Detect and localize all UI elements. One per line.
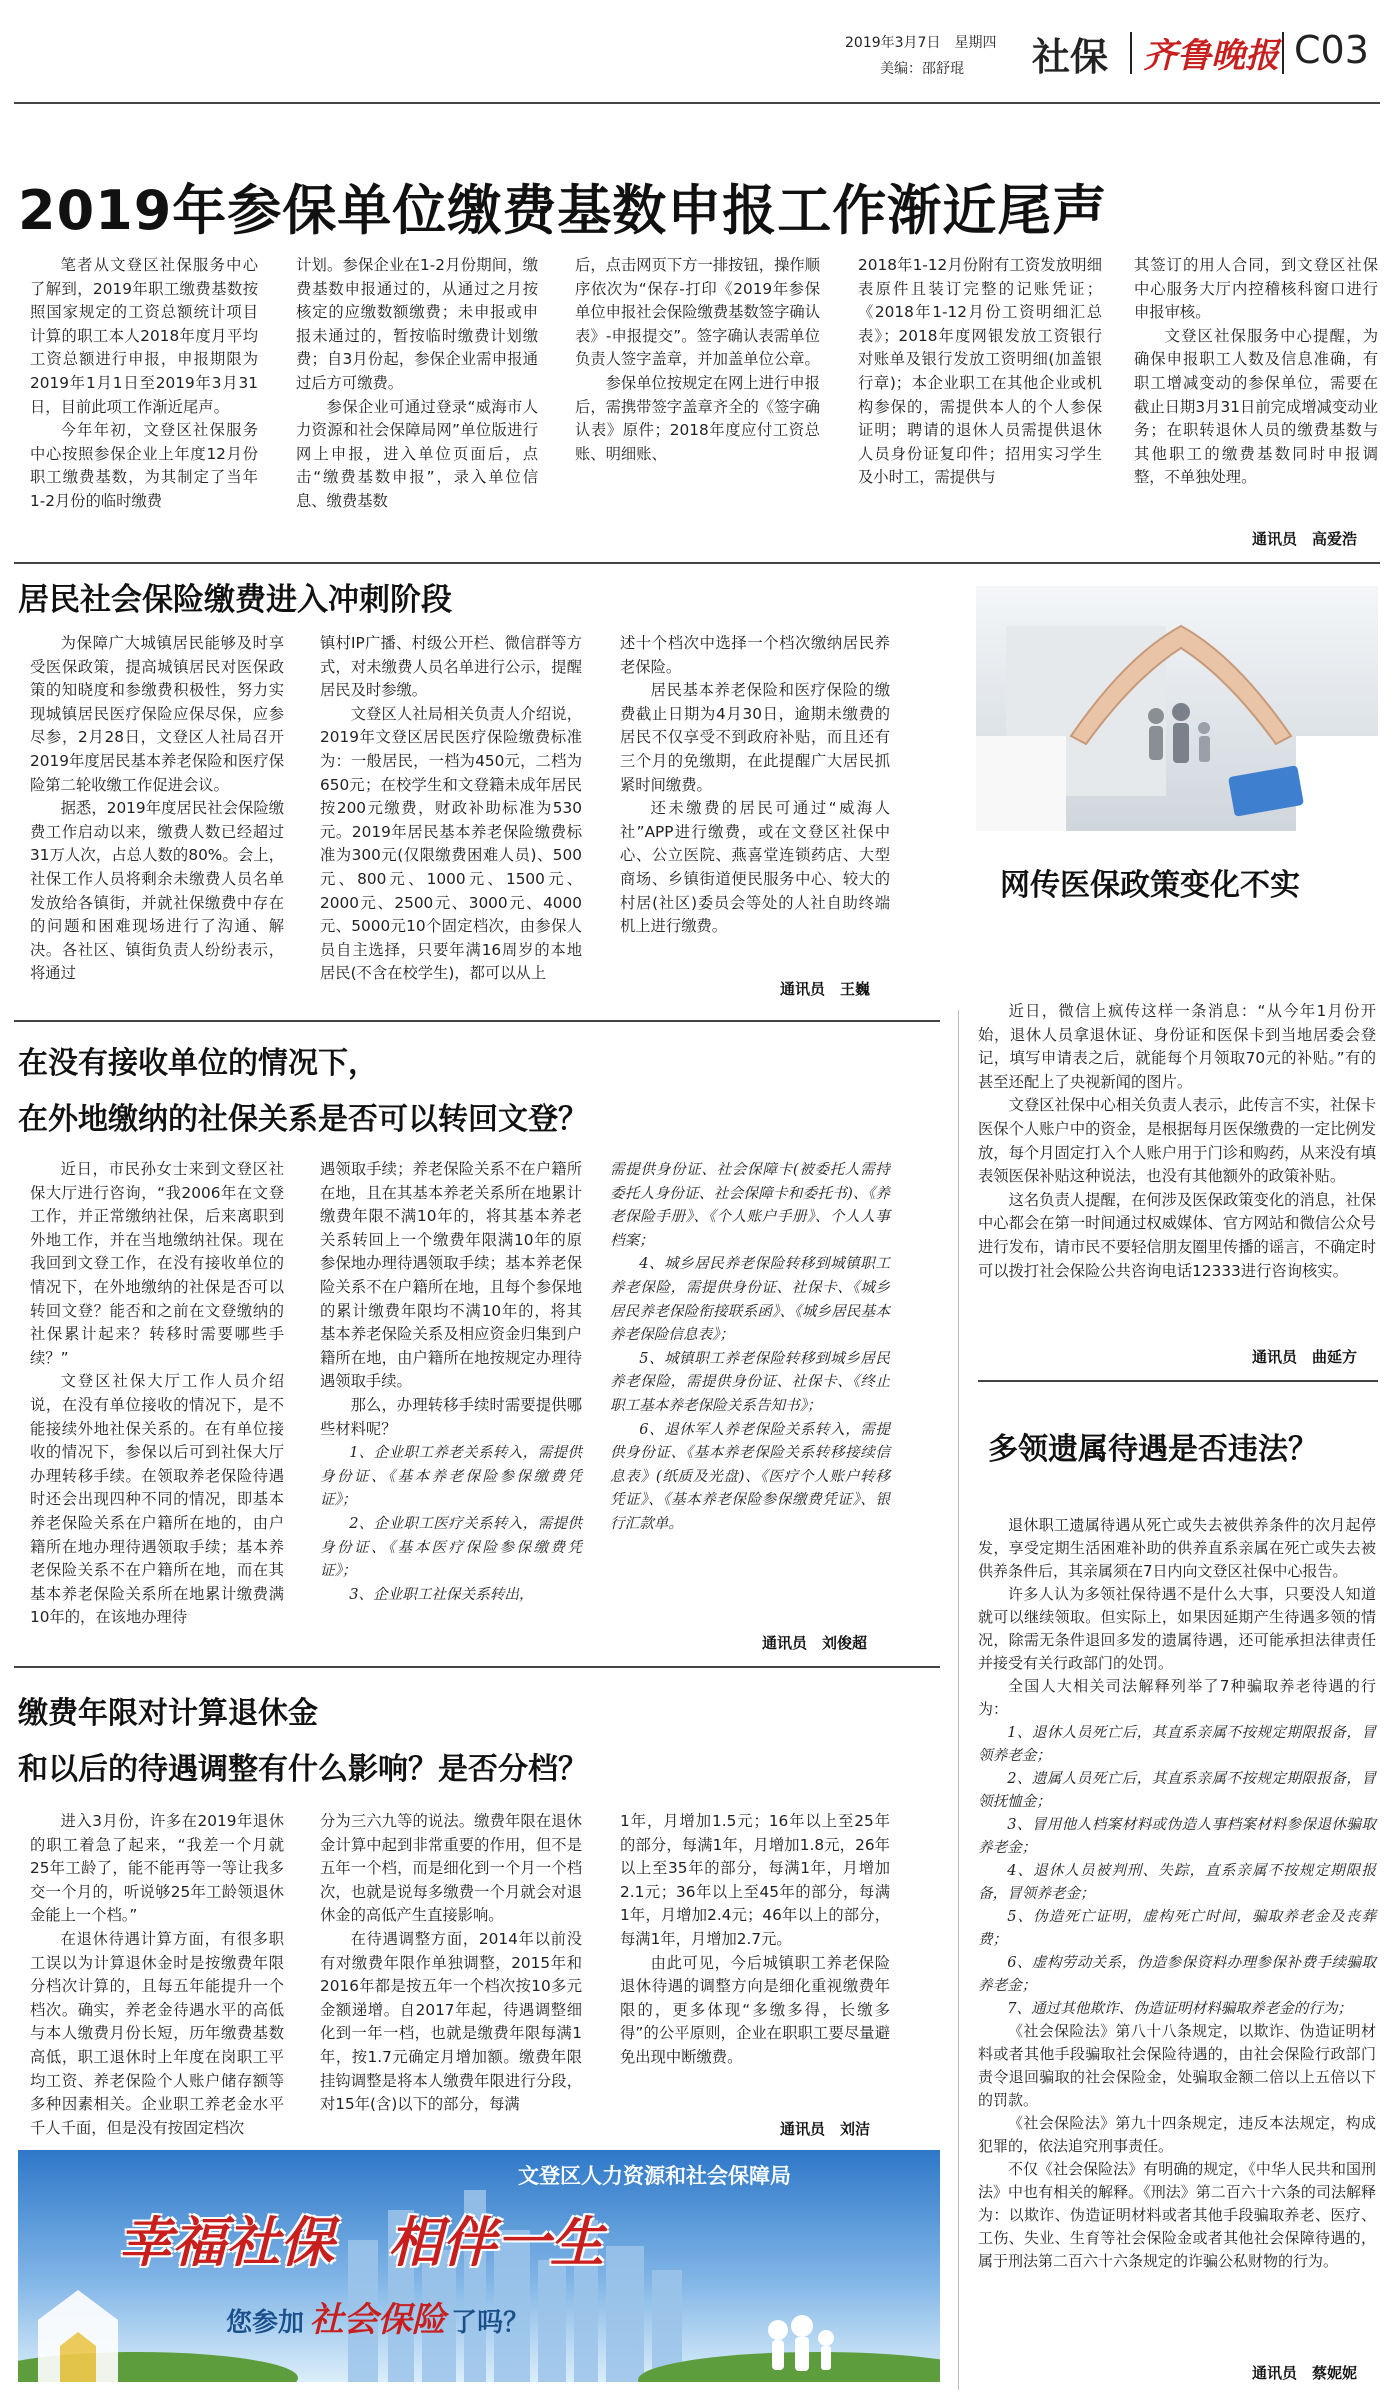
paragraph: 近日，微信上疯传这样一条消息：“从今年1月份开始，退休人员拿退休证、身份证和医保卡到当地居委会登记，填写申请表之后，就能每个月领取70元的补贴。”有的甚至还配上了央视新闻的图片。 [978,1002,1376,1091]
paragraph: 由此可见，今后城镇职工养老保险退休待遇的调整方向是细化重视缴费年限的，更多体现“多缴多得，长缴多得”的公平原则，企业在职职工要尽量避免出现中断缴费。 [620,1953,890,2066]
paragraph: 镇村IP广播、村级公开栏、微信群等方式，对未缴费人员名单进行公示，提醒居民及时参缴。 [320,634,582,700]
survivor-body [978,1514,1376,2273]
list-item: 3、企业职工社保关系转出， [349,1585,534,1603]
banner-question-post: 了吗？ [451,2308,530,2338]
weekday-text: 星期四 [954,35,997,51]
transfer-title-line-2: 在外地缴纳的社保关系是否可以转回文登？ [18,1102,588,1137]
header-editor: 美编：邵舒琨 [880,61,964,77]
date-text: 2019年3月7日 [845,35,941,51]
banner-question-key: 社会保险 [309,2300,446,2340]
paragraph: 文登区社保大厅工作人员介绍说，在没有单位接收的情况下，是不能接续外地社保关系的。在有单位接收的情况下，参保以后可到社保大厅办理转移手续。在领取养老保险待遇时还会出现四种不同的情况，即基本养老保险关系在户籍所在地的，由户籍所在地办理待遇领取手续；基本养老保险关系不在户籍所在地，而在其基本养老保险关系所在地累计缴费满10年的，在该地办理待 [30,1372,284,1627]
list-item: 1、退休人员死亡后，其直系亲属不按规定期限报备，冒领养老金； [978,1724,1376,1764]
paper-logo: 齐鲁晚报 [1143,36,1279,76]
paragraph: 今年年初，文登区社保服务中心按照参保企业上年度12月份职工缴费基数，为其制定了当年1-2月份的临时缴费 [30,421,258,510]
paragraph: 后，点击网页下方一排按钮，操作顺序依次为“保存-打印《2019年参保单位申报社会保险缴费基数签字确认表》-申报提交”。签字确认表需单位负责人签字盖章，并加盖单位公章。 [575,256,820,369]
list-item: 1、企业职工养老关系转入，需提供身份证、《基本养老保险参保缴费凭证》； [320,1444,582,1509]
paragraph: 全国人大相关司法解释列举了7种骗取养老待遇的行为： [978,1677,1376,1718]
paragraph: 那么，办理转移手续时需要提供哪些材料呢？ [320,1395,582,1438]
rural-byline: 通讯员 王巍 [780,980,871,998]
retirement-byline: 通讯员 刘洁 [780,2120,871,2138]
column-divider [958,1010,959,2390]
paragraph: 退休职工遗属待遇从死亡或失去被供养条件的次月起停发，享受定期生活困难补助的供养直系亲属在死亡或失去被供养条件后，其亲属须在7日内向文登区社保中心报告。 [978,1516,1376,1580]
rumor-byline: 通讯员 曲延方 [1252,1348,1358,1366]
list-item: 需提供身份证、社会保障卡(被委托人需持委托人身份证、社会保障卡和委托书)、《养老保险手册》、《个人账户手册》、个人人事档案； [610,1161,890,1249]
transfer-col-2 [320,1158,582,1606]
header-divider-2 [1282,32,1284,74]
page-number: C03 [1294,28,1369,72]
paragraph: 文登区人社局相关负责人介绍说，2019年文登区居民医疗保险缴费标准为：一般居民，一档为450元，二档为650元；在校学生和文登籍未成年居民按200元缴费，财政补助标准为530元。2019年居民基本养老保险缴费标准为300元(仅限缴费困难人员)、500元、800元、1000元、1500元、2000元、2500元、3000元、4000元、5000元10个固定档次，由参保人员自主选择，只要年满16周岁的本地居民(不含在校学生)，都可以从上 [320,704,582,983]
list-item: 6、虚构劳动关系，伪造参保资料办理参保补费手续骗取养老金； [978,1954,1376,1994]
protection-photo [976,586,1378,831]
paragraph: 这名负责人提醒，在何涉及医保政策变化的消息，社保中心都会在第一时间通过权威媒体、官方网站和微信公众号进行发布，请市民不要轻信朋友圈里传播的谣言，不确定时可以拨打社会保险公共咨询电话12333进行咨询核实。 [978,1190,1376,1280]
paragraph: 据悉，2019年度居民社会保险缴费工作启动以来，缴费人数已经超过31万人次，占总人数的80%。会上，社保工作人员将剩余未缴费人员名单发放给各镇街，并就社保缴费中存在的问题和困难现场进行了沟通、解决。各社区、镇街负责人纷纷表示，将通过 [30,799,284,983]
section-rule [978,1380,1378,1382]
transfer-title-line-1: 在没有接收单位的情况下， [18,1046,378,1081]
list-item: 6、退休军人养老保险关系转入，需提供身份证、《基本养老保险关系转移接续信息表》(纸质及光盘)、《医疗个人账户转移凭证》、《基本养老保险参保缴费凭证》、银行汇款单。 [610,1420,890,1532]
list-item: 5、伪造死亡证明，虚构死亡时间，骗取养老金及丧葬费； [978,1908,1376,1948]
list-item: 3、冒用他人档案材料或伪造人事档案材料参保退休骗取养老金； [978,1816,1376,1856]
rural-title: 居民社会保险缴费进入冲刺阶段 [18,582,452,618]
paragraph: 《社会保险法》第九十四条规定，违反本法规定，构成犯罪的，依法追究刑事责任。 [978,2114,1376,2155]
retirement-col-1 [30,1810,284,2140]
lead-col-4 [858,254,1102,490]
rumor-body [978,1000,1376,1283]
rural-col-1 [30,632,284,986]
paragraph: 还未缴费的居民可通过“威海人社”APP进行缴费，或在文登区社保中心、公立医院、燕喜堂连锁药店、大型商场、乡镇街道便民服务中心、较大的村居(社区)委员会等处的人社自助终端机上进行缴费。 [620,799,890,936]
paragraph: 述十个档次中选择一个档次缴纳居民养老保险。 [620,634,890,676]
header-rule [14,102,1380,104]
lead-col-3 [575,254,820,466]
header-date [845,32,996,52]
survivor-title: 多领遗属待遇是否违法？ [988,1432,1318,1467]
transfer-byline: 通讯员 刘俊超 [762,1634,868,1652]
ad-banner [18,2150,940,2382]
paragraph: 许多人认为多领社保待遇不是什么大事，只要没人知道就可以继续领取。但实际上，如果因延期产生待遇多领的情况，除需无条件退回多发的遗属待遇，还可能承担法律责任并接受有关行政部门的处罚。 [978,1585,1376,1672]
paragraph: 为保障广大城镇居民能够及时享受医保政策，提高城镇居民对医保政策的知晓度和参缴费积极性，努力实现城镇居民医疗保险应保尽保，应参尽参，2月28日，文登区人社局召开2019年度居民基本养老保险和医疗保险第二轮收缴工作促进会议。 [30,634,284,794]
lead-col-1 [30,254,258,514]
protection-illustration [976,586,1378,831]
retirement-col-2 [320,1810,582,2117]
banner-question [226,2292,529,2341]
survivor-byline: 通讯员 蔡妮妮 [1252,2364,1358,2382]
banner-slogan: 幸福社保 相伴一生 [118,2210,604,2274]
paragraph: 计划。参保企业在1-2月份期间，缴费基数申报通过的，从通过之月按核定的应缴数额缴费；未申报或申报未通过的，暂按临时缴费计划缴费；自3月份起，参保企业需申报通过后方可缴费。 [296,256,538,392]
banner-org: 文登区人力资源和社会保障局 [518,2164,791,2188]
paragraph: 在退休待遇计算方面，有很多职工误以为计算退休金时是按缴费年限分档次计算的，且每五年能提升一个档次。确实，养老金待遇水平的高低与本人缴费月份长短，历年缴费基数高低，职工退休时上年度在岗职工平均工资、养老保险个人账户储存额等多种因素相关。企业职工养老金水平千人千面，但是没有按固定档次 [30,1929,284,2137]
paragraph: 笔者从文登区社保服务中心了解到，2019年职工缴费基数按照国家规定的工资总额统计项目计算的职工本人2018年度月平均工资总额进行申报，申报期限为2019年1月1日至2019年3月31日，目前此项工作渐近尾声。 [30,256,258,416]
list-item: 4、城乡居民养老保险转移到城镇职工养老保险，需提供身份证、社保卡、《城乡居民养老保险衔接联系函》、《城乡居民基本养老保险信息表》； [610,1255,890,1344]
paragraph: 文登区社保服务中心提醒，为确保申报职工人数及信息准确，有职工增减变动的参保单位，需要在截止日期3月31日前完成增减变动业务；在职转退休人员的缴费基数与其他职工的缴费基数同时申报调整，不单独处理。 [1134,326,1378,487]
rural-col-3 [620,632,890,939]
paragraph: 参保企业可通过登录“威海市人力资源和社会保障局网”单位版进行网上申报，进入单位页面后，点击“缴费基数申报”，录入单位信息、缴费基数 [296,397,538,510]
retirement-title-line-2: 和以后的待遇调整有什么影响？是否分档？ [18,1752,588,1787]
paragraph: 参保单位按规定在网上进行申报后，需携带签字盖章齐全的《签字确认表》原件；2018年度应付工资总账、明细账、 [575,373,820,463]
list-item: 2、企业职工医疗关系转入，需提供身份证、《基本医疗保险参保缴费凭证》； [320,1514,582,1580]
list-item: 7、通过其他欺诈、伪造证明材料骗取养老金的行为； [1007,2000,1353,2017]
page-header [0,0,1395,105]
banner-question-pre: 您参加 [226,2308,305,2338]
section-rule [14,1020,940,1022]
section-rule [14,1666,940,1668]
header-divider [1130,32,1132,74]
rural-col-2 [320,632,582,986]
paragraph: 分为三六九等的说法。缴费年限在退休金计算中起到非常重要的作用，但不是五年一个档，而是细化到一个月一个档次，也就是说每多缴费一个月就会对退休金的高低产生直接影响。 [320,1812,582,1925]
paragraph: 进入3月份，许多在2019年退休的职工着急了起来，“我差一个月就25年工龄了，能不能再等一等让我多交一个月的，听说够25年工龄领退休金能上一个档。” [30,1812,284,1925]
paragraph: 遇领取手续；养老保险关系不在户籍所在地，且在其基本养老关系所在地累计缴费年限不满10年的，将其基本养老关系转回上一个缴费年限满10年的原参保地办理待遇领取手续；基本养老保险关系不在户籍所在地，且每个参保地的累计缴费年限均不满10年的，将其基本养老保险关系及相应资金归集到户籍所在地，由户籍所在地按规定办理待遇领取手续。 [320,1160,582,1391]
paragraph: 近日，市民孙女士来到文登区社保大厅进行咨询，“我2006年在文登工作，并正常缴纳社保，后来离职到外地工作，并在当地缴纳社保。现在我回到文登工作，在没有接收单位的情况下，在外地缴纳的社保是否可以转回文登？能否和之前在文登缴纳的社保累计起来？转移时需要哪些手续？” [30,1160,284,1367]
transfer-col-1 [30,1158,284,1630]
paragraph: 2018年1-12月份附有工资发放明细表原件且装订完整的记账凭证；《2018年1-12月份工资明细汇总表》；2018年度网银发放工资银行对账单及银行发放工资明细(加盖银行章)；本企业职工在其他企业或机构参保的，需提供本人的个人参保证明；聘请的退休人员需提供退休人员身份证复印件；招用实习学生及小时工，需提供与 [858,256,1102,487]
list-item: 4、退休人员被判刑、失踪，直系亲属不按规定期限报备，冒领养老金； [978,1862,1376,1902]
paragraph: 其签订的用人合同，到文登区社保中心服务大厅内控稽核科窗口进行申报审核。 [1134,256,1378,322]
section-rule [14,562,1380,564]
transfer-col-3 [610,1158,890,1536]
paragraph: 在待遇调整方面，2014年以前没有对缴费年限作单独调整，2015年和2016年都是按五年一个档次按10多元金额递增。自2017年起，待遇调整细化到一年一档，也就是缴费年限每满1年，按1.7元确定月增加额。缴费年限挂钩调整是将本人缴费年限进行分段，对15年(含)以下的部分，每满 [320,1929,582,2114]
paragraph: 1年，月增加1.5元；16年以上至25年的部分，每满1年，月增加1.8元，26年以上至35年的部分，每满1年，月增加2.1元；36年以上至45年的部分，每满1年，月增加2.4元；46年以上的部分，每满1年，月增加2.7元。 [620,1812,890,1948]
section-name: 社保 [1032,35,1109,79]
lead-byline: 通讯员 高爱浩 [1252,530,1358,548]
paragraph: 文登区社保中心相关负责人表示，此传言不实，社保卡医保个人账户中的资金，是根据每月医保缴费的一定比例发放，每个月固定打入个人账户用于门诊和购药，从来没有填表领医保补贴这种说法，也没有其他额外的政策补贴。 [978,1096,1376,1186]
list-item: 5、城镇职工养老保险转移到城乡居民养老保险，需提供身份证、社保卡、《终止职工基本养老保险关系告知书》； [610,1349,890,1414]
paragraph: 不仅《社会保险法》有明确的规定，《中华人民共和国刑法》中也有相关的解释。《刑法》第二百六十六条的司法解释为：以欺诈、伪造证明材料或者其他手段骗取养老、医疗、工伤、失业、生育等社会保险金或者其他社会保障待遇的，属于刑法第二百六十六条规定的诈骗公私财物的行为。 [978,2160,1376,2270]
paragraph: 《社会保险法》第八十八条规定，以欺诈、伪造证明材料或者其他手段骗取社会保险待遇的，由社会保险行政部门责令退回骗取的社会保险金，处骗取金额二倍以上五倍以下的罚款。 [978,2022,1376,2109]
list-item: 2、遗属人员死亡后，其直系亲属不按规定期限报备，冒领抚恤金； [978,1770,1376,1810]
paragraph: 居民基本养老保险和医疗保险的缴费截止日期为4月30日，逾期未缴费的居民不仅享受不到政府补贴，而且还有三个月的免缴期，在此提醒广大居民抓紧时间缴费。 [620,681,890,794]
lead-title: 2019年参保单位缴费基数申报工作渐近尾声 [18,179,1108,242]
lead-col-5 [1134,254,1378,490]
lead-col-2 [296,254,538,514]
retirement-col-3 [620,1810,890,2070]
retirement-title-line-1: 缴费年限对计算退休金 [18,1696,318,1731]
rumor-title: 网传医保政策变化不实 [1000,868,1300,903]
